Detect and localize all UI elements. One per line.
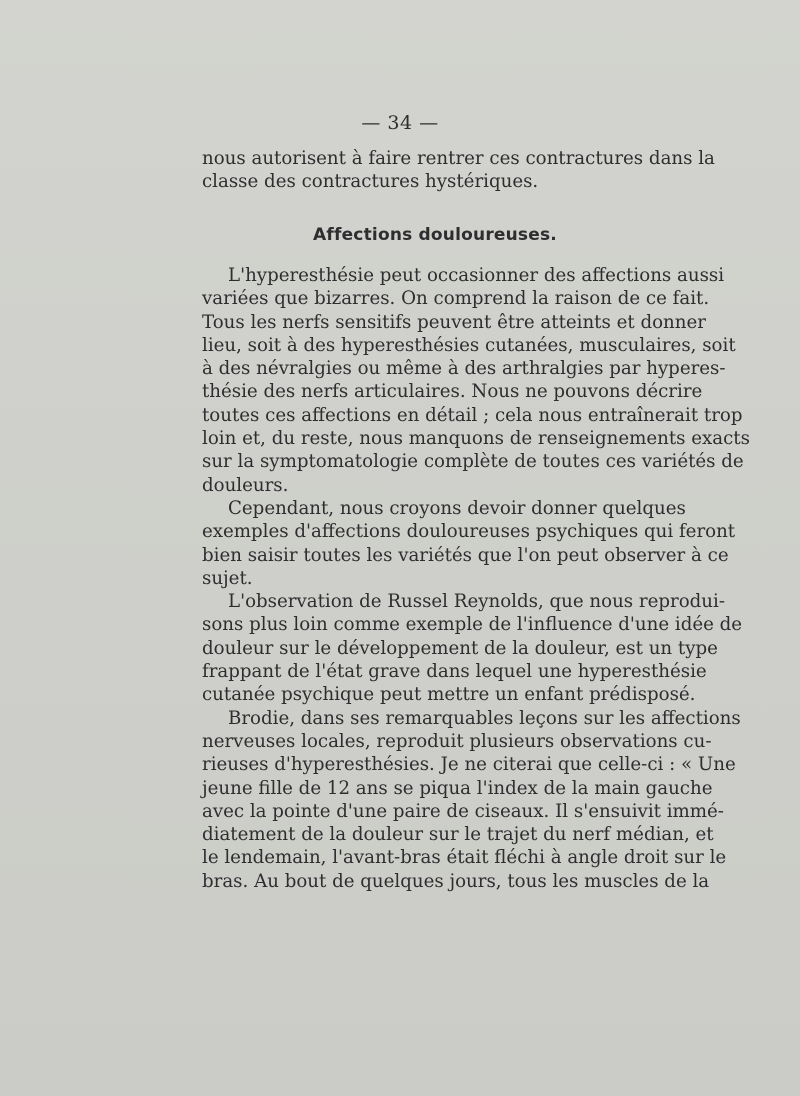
text-line: nerveuses locales, reproduit plusieurs observations cu- bbox=[202, 730, 712, 752]
text-line: Brodie, dans ses remarquables leçons sur les affections bbox=[228, 707, 741, 729]
text-line: cutanée psychique peut mettre un enfant prédisposé. bbox=[202, 684, 696, 706]
text-line: Cependant, nous croyons devoir donner quelques bbox=[228, 497, 686, 519]
body-text bbox=[202, 264, 750, 893]
text-line: thésie des nerfs articulaires. Nous ne pouvons décrire bbox=[202, 381, 703, 403]
intro-paragraph bbox=[202, 147, 715, 194]
text-line: bien saisir toutes les variétés que l'on peut observer à ce bbox=[202, 544, 729, 566]
text-line: toutes ces affections en détail ; cela nous entraînerait trop bbox=[202, 404, 743, 426]
text-line: rieuses d'hyperesthésies. Je ne citerai que celle-ci : « Une bbox=[202, 754, 736, 776]
text-line: classe des contractures hystériques. bbox=[202, 171, 539, 193]
text-line: variées que bizarres. On comprend la raison de ce fait. bbox=[202, 288, 710, 310]
text-line: loin et, du reste, nous manquons de renseignements exacts bbox=[202, 428, 750, 450]
text-line: bras. Au bout de quelques jours, tous les muscles de la bbox=[202, 870, 710, 892]
section-heading: Affections douloureuses. bbox=[313, 225, 557, 245]
text-line: douleur sur le développement de la douleur, est un type bbox=[202, 637, 718, 659]
text-line: lieu, soit à des hyperesthésies cutanées, musculaires, soit bbox=[202, 334, 736, 356]
text-line: diatement de la douleur sur le trajet du nerf médian, et bbox=[202, 824, 714, 846]
text-line: sons plus loin comme exemple de l'influence d'une idée de bbox=[202, 614, 743, 636]
text-line: jeune fille de 12 ans se piqua l'index de la main gauche bbox=[202, 777, 713, 799]
text-line: douleurs. bbox=[202, 474, 289, 496]
text-line: Tous les nerfs sensitifs peuvent être atteints et donner bbox=[202, 311, 706, 333]
text-line: L'hyperesthésie peut occasionner des affections aussi bbox=[228, 265, 725, 286]
text-line: à des névralgies ou même à des arthralgies par hyperes- bbox=[202, 358, 726, 380]
text-line: nous autorisent à faire rentrer ces contractures dans la bbox=[202, 148, 715, 169]
text-line: exemples d'affections douloureuses psychiques qui feront bbox=[202, 521, 736, 543]
text-line: sur la symptomatologie complète de toutes ces variétés de bbox=[202, 451, 744, 473]
text-line: le lendemain, l'avant-bras était fléchi à angle droit sur le bbox=[202, 847, 727, 869]
text-line: sujet. bbox=[202, 567, 253, 589]
text-line: L'observation de Russel Reynolds, que nous reprodui- bbox=[228, 591, 725, 613]
text-line: frappant de l'état grave dans lequel une hyperesthésie bbox=[202, 661, 707, 683]
text-line: avec la pointe d'une paire de ciseaux. Il s'ensuivit immé- bbox=[202, 800, 724, 822]
page-number: — 34 — bbox=[361, 112, 439, 134]
